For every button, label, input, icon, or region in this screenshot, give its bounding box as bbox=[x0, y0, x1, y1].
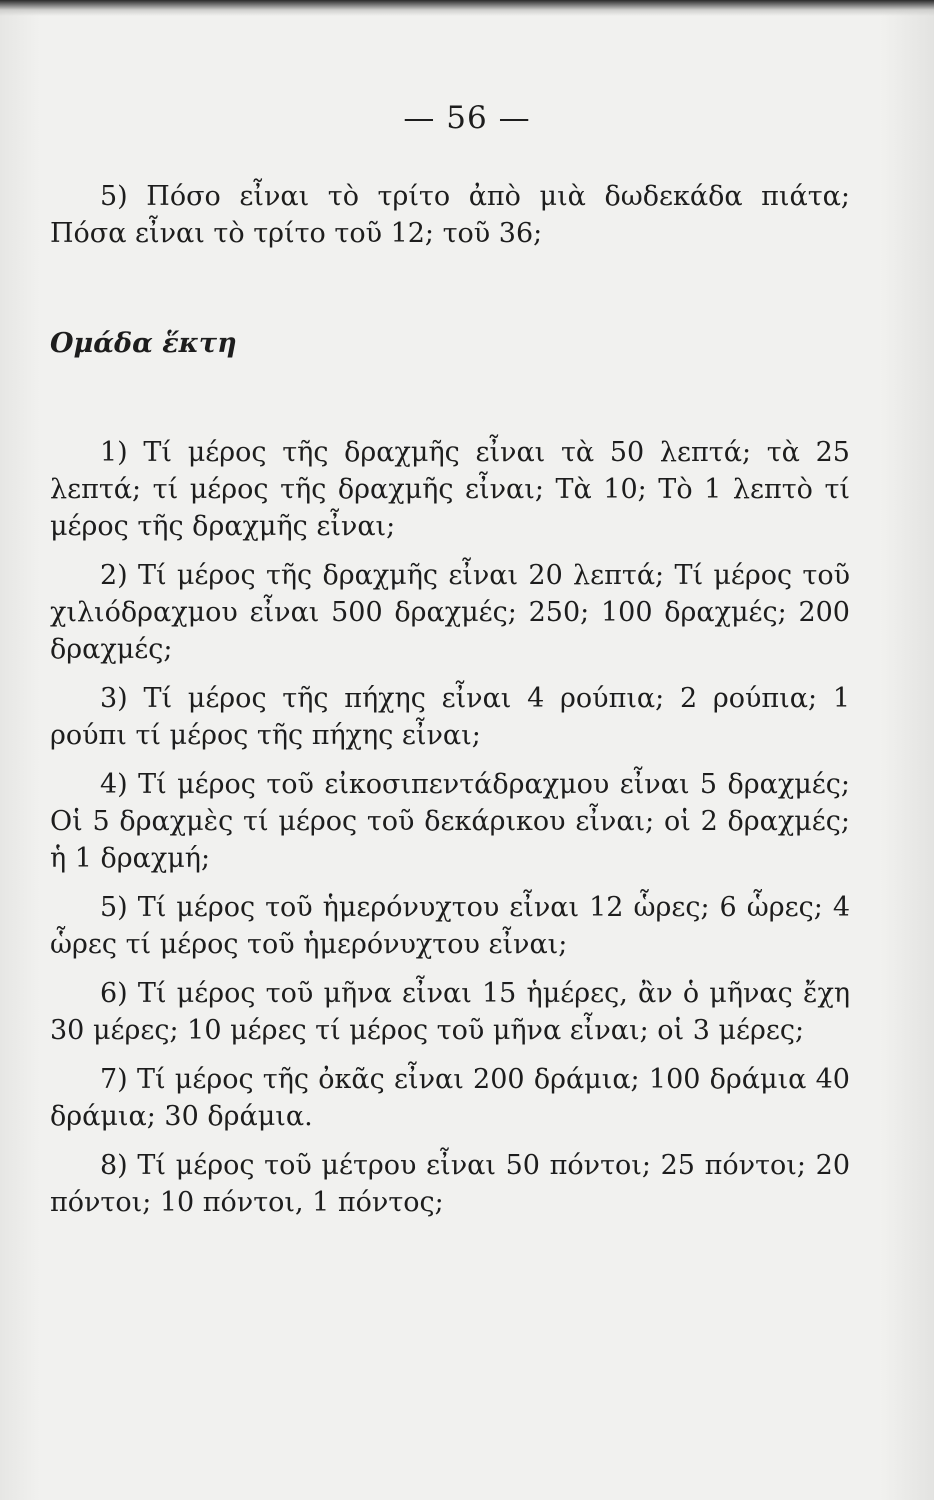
exercise-item-7: 7) Τί μέρος τῆς ὀκᾶς εἶναι 200 δράμια; 100 δράμια 40 δράμια; 30 δράμια. bbox=[50, 1064, 850, 1132]
page-number: — 56 — bbox=[403, 100, 531, 136]
page-top-edge bbox=[0, 0, 934, 16]
exercise-item-1: 1) Τί μέρος τῆς δραχμῆς εἶναι τὰ 50 λεπτά; τὰ 25 λεπτά; τί μέρος τῆς δραχμῆς εἶναι; Τὰ 10; Τὸ 1 λεπτὸ τί μέρος τῆς δραχμῆς εἶναι; bbox=[50, 437, 850, 542]
exercise-item-6: 6) Τί μέρος τοῦ μῆνα εἶναι 15 ἡμέρες, ἂν ὁ μῆνας ἔχη 30 μέρες; 10 μέρες τί μέρος τοῦ μῆνα εἶναι; οἱ 3 μέρες; bbox=[50, 978, 850, 1046]
intro-block bbox=[50, 178, 850, 252]
exercise-item-4: 4) Τί μέρος τοῦ εἰκοσιπεντάδραχμου εἶναι 5 δραχμές; Οἱ 5 δραχμὲς τί μέρος τοῦ δεκάρικου εἶναι; οἱ 2 δραχμές; ἡ 1 δραχμή; bbox=[50, 769, 850, 874]
exercise-list bbox=[50, 434, 850, 1221]
exercise-item-8: 8) Τί μέρος τοῦ μέτρου εἶναι 50 πόντοι; 25 πόντοι; 20 πόντοι; 10 πόντοι, 1 πόντος; bbox=[50, 1150, 850, 1218]
exercise-item-2: 2) Τί μέρος τῆς δραχμῆς εἶναι 20 λεπτά; Τί μέρος τοῦ χιλιόδραχμου εἶναι 500 δραχμές; 250; 100 δραχμές; 200 δραχμές; bbox=[50, 560, 850, 665]
exercise-item-5: 5) Τί μέρος τοῦ ἡμερόνυχτου εἶναι 12 ὧρες; 6 ὧρες; 4 ὧρες τί μέρος τοῦ ἡμερόνυχτου εἶναι; bbox=[50, 892, 850, 960]
intro-paragraph: 5) Πόσο εἶναι τὸ τρίτο ἀπὸ μιὰ δωδεκάδα πιάτα; Πόσα εἶναι τὸ τρίτο τοῦ 12; τοῦ 36; bbox=[50, 181, 850, 249]
exercise-item-3: 3) Τί μέρος τῆς πήχης εἶναι 4 ρούπια; 2 ρούπια; 1 ρούπι τί μέρος τῆς πήχης εἶναι; bbox=[50, 683, 850, 751]
section-heading: Ομάδα ἕκτη bbox=[50, 328, 237, 359]
